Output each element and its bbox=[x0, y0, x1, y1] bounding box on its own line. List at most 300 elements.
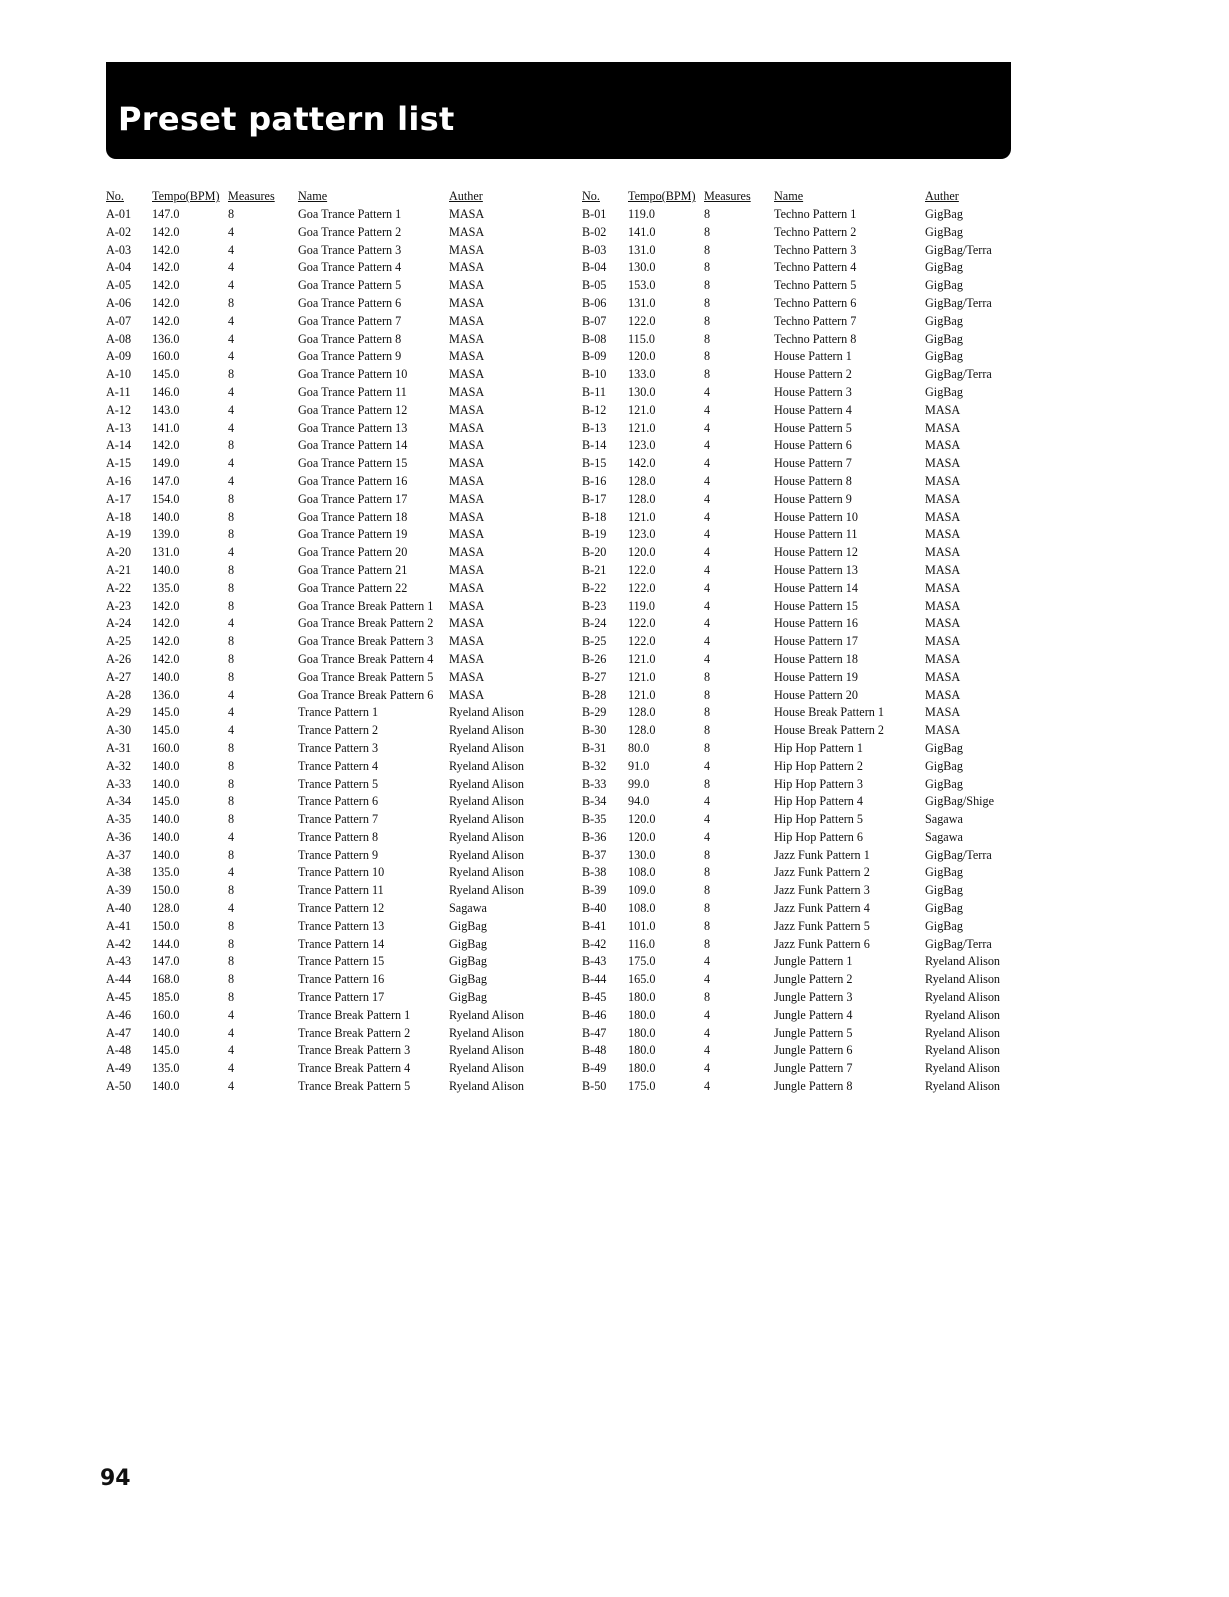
cell-name: Trance Pattern 4 bbox=[298, 758, 379, 773]
cell-auther: Ryeland Alison bbox=[449, 1061, 525, 1076]
table-row bbox=[582, 331, 1045, 349]
cell-tempo: 143.0 bbox=[152, 402, 180, 417]
cell-no: B-18 bbox=[582, 509, 607, 524]
cell-tempo: 133.0 bbox=[628, 367, 656, 382]
cell-name: Jungle Pattern 3 bbox=[774, 990, 853, 1005]
cell-tempo: 130.0 bbox=[628, 260, 656, 275]
column-header-tempo: Tempo(BPM) bbox=[152, 189, 220, 203]
cell-tempo: 153.0 bbox=[628, 278, 656, 293]
cell-no: B-32 bbox=[582, 758, 607, 773]
cell-measures: 4 bbox=[228, 687, 235, 702]
table-row bbox=[106, 580, 569, 598]
cell-tempo: 108.0 bbox=[628, 901, 656, 916]
cell-name: Hip Hop Pattern 4 bbox=[774, 794, 864, 809]
cell-tempo: 142.0 bbox=[152, 438, 180, 453]
cell-name: House Pattern 20 bbox=[774, 687, 858, 702]
cell-auther: GigBag bbox=[925, 349, 963, 364]
cell-tempo: 150.0 bbox=[152, 918, 180, 933]
cell-tempo: 128.0 bbox=[628, 705, 656, 720]
table-row bbox=[582, 473, 1045, 491]
cell-measures: 8 bbox=[228, 776, 235, 791]
cell-auther: GigBag bbox=[449, 954, 487, 969]
cell-tempo: 142.0 bbox=[152, 616, 180, 631]
cell-auther: GigBag/Terra bbox=[925, 847, 992, 862]
table-row bbox=[106, 1078, 569, 1096]
cell-name: House Pattern 16 bbox=[774, 616, 858, 631]
cell-name: Trance Break Pattern 5 bbox=[298, 1079, 411, 1094]
cell-name: Jungle Pattern 7 bbox=[774, 1061, 853, 1076]
cell-name: Goa Trance Pattern 10 bbox=[298, 367, 408, 382]
cell-name: Techno Pattern 2 bbox=[774, 224, 857, 239]
cell-measures: 4 bbox=[704, 598, 711, 613]
table-row bbox=[582, 295, 1045, 313]
cell-auther: GigBag bbox=[449, 990, 487, 1005]
cell-measures: 4 bbox=[704, 829, 711, 844]
cell-tempo: 141.0 bbox=[628, 224, 656, 239]
cell-measures: 4 bbox=[228, 616, 235, 631]
cell-auther: MASA bbox=[449, 634, 485, 649]
table-row bbox=[582, 758, 1045, 776]
cell-no: A-16 bbox=[106, 473, 132, 488]
table-row bbox=[106, 704, 569, 722]
table-row bbox=[582, 1078, 1045, 1096]
cell-name: Goa Trance Pattern 19 bbox=[298, 527, 408, 542]
cell-no: B-22 bbox=[582, 580, 607, 595]
pattern-table-b bbox=[582, 188, 1045, 1096]
cell-no: B-13 bbox=[582, 420, 607, 435]
cell-auther: MASA bbox=[449, 438, 485, 453]
cell-auther: GigBag bbox=[925, 260, 963, 275]
cell-measures: 8 bbox=[704, 723, 711, 738]
cell-name: Trance Break Pattern 4 bbox=[298, 1061, 411, 1076]
cell-measures: 4 bbox=[228, 473, 235, 488]
cell-auther: Ryeland Alison bbox=[449, 794, 525, 809]
table-row bbox=[582, 847, 1045, 865]
cell-tempo: 121.0 bbox=[628, 687, 656, 702]
cell-auther: MASA bbox=[925, 723, 961, 738]
cell-name: Techno Pattern 3 bbox=[774, 242, 857, 257]
cell-no: B-33 bbox=[582, 776, 607, 791]
cell-name: Hip Hop Pattern 3 bbox=[774, 776, 864, 791]
cell-tempo: 119.0 bbox=[628, 598, 655, 613]
cell-name: Jazz Funk Pattern 4 bbox=[774, 901, 870, 916]
cell-tempo: 131.0 bbox=[152, 545, 180, 560]
cell-tempo: 131.0 bbox=[628, 295, 656, 310]
cell-name: House Pattern 6 bbox=[774, 438, 852, 453]
cell-no: B-10 bbox=[582, 367, 607, 382]
cell-no: B-31 bbox=[582, 740, 607, 755]
cell-name: Goa Trance Pattern 4 bbox=[298, 260, 402, 275]
cell-measures: 8 bbox=[228, 918, 235, 933]
table-row bbox=[106, 633, 569, 651]
cell-measures: 8 bbox=[228, 954, 235, 969]
table-row bbox=[106, 1060, 569, 1078]
cell-tempo: 140.0 bbox=[152, 509, 180, 524]
cell-measures: 8 bbox=[228, 295, 235, 310]
cell-no: A-50 bbox=[106, 1079, 132, 1094]
cell-no: B-02 bbox=[582, 224, 607, 239]
cell-measures: 4 bbox=[228, 901, 235, 916]
cell-measures: 8 bbox=[228, 438, 235, 453]
cell-tempo: 128.0 bbox=[628, 473, 656, 488]
table-row bbox=[582, 633, 1045, 651]
cell-tempo: 123.0 bbox=[628, 438, 656, 453]
cell-tempo: 136.0 bbox=[152, 331, 180, 346]
cell-auther: GigBag/Shige bbox=[925, 794, 995, 809]
cell-name: House Pattern 13 bbox=[774, 562, 858, 577]
cell-measures: 8 bbox=[704, 687, 711, 702]
cell-name: House Pattern 17 bbox=[774, 634, 858, 649]
cell-auther: Sagawa bbox=[449, 901, 487, 916]
cell-no: B-07 bbox=[582, 313, 607, 328]
cell-auther: MASA bbox=[449, 580, 485, 595]
table-row bbox=[106, 1042, 569, 1060]
cell-name: Jungle Pattern 6 bbox=[774, 1043, 853, 1058]
cell-measures: 4 bbox=[228, 224, 235, 239]
table-row bbox=[106, 402, 569, 420]
table-row bbox=[582, 224, 1045, 242]
cell-no: B-24 bbox=[582, 616, 607, 631]
column-header-no: No. bbox=[582, 189, 600, 203]
table-row bbox=[582, 562, 1045, 580]
cell-no: A-43 bbox=[106, 954, 132, 969]
cell-no: A-24 bbox=[106, 616, 132, 631]
cell-measures: 8 bbox=[704, 740, 711, 755]
cell-name: Goa Trance Pattern 7 bbox=[298, 313, 402, 328]
cell-name: Jazz Funk Pattern 3 bbox=[774, 883, 870, 898]
cell-no: A-48 bbox=[106, 1043, 132, 1058]
table-row bbox=[106, 331, 569, 349]
cell-auther: GigBag bbox=[925, 331, 963, 346]
cell-name: Goa Trance Pattern 16 bbox=[298, 473, 408, 488]
cell-tempo: 123.0 bbox=[628, 527, 656, 542]
cell-no: A-13 bbox=[106, 420, 132, 435]
cell-measures: 8 bbox=[704, 278, 711, 293]
table-row bbox=[106, 242, 569, 260]
cell-name: Hip Hop Pattern 5 bbox=[774, 812, 864, 827]
table-row bbox=[582, 776, 1045, 794]
cell-no: A-20 bbox=[106, 545, 132, 560]
cell-no: A-46 bbox=[106, 1007, 132, 1022]
cell-tempo: 150.0 bbox=[152, 883, 180, 898]
cell-no: A-11 bbox=[106, 384, 131, 399]
cell-auther: Ryeland Alison bbox=[925, 990, 1001, 1005]
cell-name: Trance Break Pattern 3 bbox=[298, 1043, 411, 1058]
cell-no: B-41 bbox=[582, 918, 607, 933]
table-row bbox=[582, 1007, 1045, 1025]
cell-no: B-11 bbox=[582, 384, 606, 399]
table-row bbox=[106, 651, 569, 669]
cell-no: B-14 bbox=[582, 438, 607, 453]
cell-no: A-45 bbox=[106, 990, 132, 1005]
table-row bbox=[106, 793, 569, 811]
cell-no: B-35 bbox=[582, 812, 607, 827]
table-row bbox=[582, 437, 1045, 455]
table-row bbox=[106, 722, 569, 740]
table-row bbox=[106, 953, 569, 971]
cell-tempo: 142.0 bbox=[152, 295, 180, 310]
cell-no: B-15 bbox=[582, 456, 607, 471]
cell-auther: GigBag bbox=[925, 207, 963, 221]
cell-auther: Ryeland Alison bbox=[449, 758, 525, 773]
cell-no: A-33 bbox=[106, 776, 132, 791]
cell-auther: GigBag bbox=[925, 901, 963, 916]
cell-tempo: 142.0 bbox=[152, 260, 180, 275]
cell-name: Jazz Funk Pattern 2 bbox=[774, 865, 870, 880]
cell-measures: 4 bbox=[228, 1025, 235, 1040]
cell-name: Trance Pattern 2 bbox=[298, 723, 379, 738]
table-row bbox=[582, 864, 1045, 882]
cell-no: B-49 bbox=[582, 1061, 607, 1076]
cell-auther: MASA bbox=[449, 687, 485, 702]
cell-no: A-12 bbox=[106, 402, 132, 417]
cell-measures: 8 bbox=[704, 883, 711, 898]
cell-measures: 4 bbox=[704, 527, 711, 542]
cell-no: B-48 bbox=[582, 1043, 607, 1058]
cell-measures: 4 bbox=[228, 865, 235, 880]
cell-measures: 8 bbox=[704, 207, 711, 221]
table-row bbox=[582, 793, 1045, 811]
cell-no: B-21 bbox=[582, 562, 607, 577]
cell-name: Goa Trance Pattern 9 bbox=[298, 349, 402, 364]
cell-measures: 8 bbox=[704, 331, 711, 346]
cell-tempo: 122.0 bbox=[628, 562, 656, 577]
cell-measures: 4 bbox=[228, 1043, 235, 1058]
cell-auther: MASA bbox=[925, 473, 961, 488]
cell-name: Hip Hop Pattern 2 bbox=[774, 758, 864, 773]
cell-measures: 8 bbox=[228, 634, 235, 649]
cell-name: Trance Pattern 11 bbox=[298, 883, 384, 898]
cell-measures: 4 bbox=[228, 545, 235, 560]
table-row bbox=[582, 420, 1045, 438]
table-row bbox=[582, 598, 1045, 616]
cell-name: Trance Break Pattern 2 bbox=[298, 1025, 411, 1040]
cell-no: B-09 bbox=[582, 349, 607, 364]
cell-tempo: 145.0 bbox=[152, 723, 180, 738]
cell-no: B-34 bbox=[582, 794, 607, 809]
cell-no: B-25 bbox=[582, 634, 607, 649]
table-row bbox=[582, 455, 1045, 473]
cell-measures: 8 bbox=[228, 669, 235, 684]
cell-auther: MASA bbox=[449, 616, 485, 631]
cell-measures: 8 bbox=[704, 776, 711, 791]
cell-no: A-27 bbox=[106, 669, 132, 684]
cell-auther: GigBag bbox=[925, 313, 963, 328]
cell-measures: 4 bbox=[704, 972, 711, 987]
cell-tempo: 168.0 bbox=[152, 972, 180, 987]
cell-no: B-23 bbox=[582, 598, 607, 613]
cell-no: A-21 bbox=[106, 562, 132, 577]
cell-tempo: 147.0 bbox=[152, 473, 180, 488]
cell-no: A-09 bbox=[106, 349, 132, 364]
cell-no: A-31 bbox=[106, 740, 132, 755]
cell-name: Jungle Pattern 1 bbox=[774, 954, 853, 969]
cell-measures: 4 bbox=[704, 438, 711, 453]
cell-measures: 4 bbox=[704, 420, 711, 435]
table-row bbox=[106, 526, 569, 544]
page-title: Preset pattern list bbox=[118, 100, 455, 138]
cell-auther: Ryeland Alison bbox=[449, 1043, 525, 1058]
table-row bbox=[582, 900, 1045, 918]
cell-name: Trance Pattern 8 bbox=[298, 829, 379, 844]
cell-no: A-23 bbox=[106, 598, 132, 613]
cell-tempo: 175.0 bbox=[628, 1079, 656, 1094]
cell-name: Techno Pattern 4 bbox=[774, 260, 857, 275]
cell-measures: 4 bbox=[228, 1007, 235, 1022]
cell-measures: 8 bbox=[704, 224, 711, 239]
table-header-row bbox=[582, 188, 1045, 206]
cell-measures: 8 bbox=[228, 207, 235, 221]
cell-auther: MASA bbox=[925, 562, 961, 577]
cell-auther: GigBag/Terra bbox=[925, 295, 992, 310]
cell-no: A-06 bbox=[106, 295, 132, 310]
cell-no: B-45 bbox=[582, 990, 607, 1005]
table-row bbox=[106, 615, 569, 633]
cell-no: A-08 bbox=[106, 331, 132, 346]
table-row bbox=[106, 669, 569, 687]
table-row bbox=[106, 882, 569, 900]
cell-auther: GigBag bbox=[925, 758, 963, 773]
table-row bbox=[582, 722, 1045, 740]
cell-tempo: 142.0 bbox=[152, 313, 180, 328]
cell-tempo: 80.0 bbox=[628, 740, 650, 755]
cell-no: A-49 bbox=[106, 1061, 132, 1076]
cell-measures: 8 bbox=[704, 242, 711, 257]
table-row bbox=[106, 259, 569, 277]
cell-name: Goa Trance Break Pattern 2 bbox=[298, 616, 434, 631]
table-row bbox=[106, 740, 569, 758]
cell-auther: MASA bbox=[449, 260, 485, 275]
cell-measures: 4 bbox=[704, 402, 711, 417]
cell-auther: Ryeland Alison bbox=[925, 1043, 1001, 1058]
cell-measures: 4 bbox=[228, 402, 235, 417]
cell-name: Jungle Pattern 2 bbox=[774, 972, 853, 987]
table-row bbox=[106, 224, 569, 242]
cell-name: Jazz Funk Pattern 1 bbox=[774, 847, 870, 862]
cell-auther: MASA bbox=[449, 278, 485, 293]
cell-no: A-34 bbox=[106, 794, 132, 809]
cell-tempo: 115.0 bbox=[628, 331, 655, 346]
cell-measures: 8 bbox=[704, 918, 711, 933]
cell-no: B-17 bbox=[582, 491, 607, 506]
table-row bbox=[106, 277, 569, 295]
cell-name: House Pattern 5 bbox=[774, 420, 852, 435]
table-row bbox=[582, 615, 1045, 633]
cell-no: A-28 bbox=[106, 687, 132, 702]
cell-auther: GigBag bbox=[925, 865, 963, 880]
cell-auther: Ryeland Alison bbox=[449, 1007, 525, 1022]
cell-auther: MASA bbox=[925, 527, 961, 542]
table-row bbox=[106, 776, 569, 794]
cell-measures: 4 bbox=[704, 954, 711, 969]
table-row bbox=[582, 509, 1045, 527]
cell-measures: 8 bbox=[228, 812, 235, 827]
table-row bbox=[106, 366, 569, 384]
cell-measures: 8 bbox=[228, 972, 235, 987]
cell-no: B-46 bbox=[582, 1007, 607, 1022]
cell-name: Trance Pattern 12 bbox=[298, 901, 385, 916]
cell-name: House Pattern 8 bbox=[774, 473, 852, 488]
cell-name: Techno Pattern 1 bbox=[774, 207, 857, 221]
cell-name: Goa Trance Break Pattern 4 bbox=[298, 651, 434, 666]
cell-no: B-28 bbox=[582, 687, 607, 702]
cell-no: B-19 bbox=[582, 527, 607, 542]
cell-auther: MASA bbox=[449, 456, 485, 471]
cell-no: B-12 bbox=[582, 402, 607, 417]
table-row bbox=[106, 348, 569, 366]
cell-no: A-26 bbox=[106, 651, 132, 666]
cell-name: Goa Trance Pattern 3 bbox=[298, 242, 402, 257]
cell-no: A-17 bbox=[106, 491, 132, 506]
cell-auther: MASA bbox=[449, 402, 485, 417]
cell-name: Goa Trance Pattern 5 bbox=[298, 278, 402, 293]
cell-auther: MASA bbox=[449, 598, 485, 613]
cell-name: Goa Trance Pattern 17 bbox=[298, 491, 408, 506]
cell-name: House Pattern 14 bbox=[774, 580, 858, 595]
cell-auther: MASA bbox=[449, 295, 485, 310]
cell-tempo: 122.0 bbox=[628, 313, 656, 328]
table-row bbox=[582, 811, 1045, 829]
cell-measures: 4 bbox=[704, 634, 711, 649]
cell-name: Trance Pattern 6 bbox=[298, 794, 379, 809]
cell-auther: MASA bbox=[449, 420, 485, 435]
table-row bbox=[106, 598, 569, 616]
cell-no: A-41 bbox=[106, 918, 132, 933]
table-row bbox=[582, 366, 1045, 384]
cell-no: B-16 bbox=[582, 473, 607, 488]
table-row bbox=[106, 437, 569, 455]
cell-tempo: 141.0 bbox=[152, 420, 180, 435]
cell-no: A-29 bbox=[106, 705, 132, 720]
cell-measures: 4 bbox=[704, 473, 711, 488]
cell-auther: MASA bbox=[925, 634, 961, 649]
cell-tempo: 147.0 bbox=[152, 954, 180, 969]
cell-tempo: 121.0 bbox=[628, 509, 656, 524]
cell-no: B-42 bbox=[582, 936, 607, 951]
cell-name: House Pattern 4 bbox=[774, 402, 852, 417]
cell-measures: 4 bbox=[228, 1061, 235, 1076]
cell-name: House Pattern 10 bbox=[774, 509, 858, 524]
cell-tempo: 122.0 bbox=[628, 580, 656, 595]
cell-measures: 8 bbox=[228, 740, 235, 755]
table-header-row bbox=[106, 188, 569, 206]
cell-auther: Ryeland Alison bbox=[925, 1007, 1001, 1022]
cell-auther: Ryeland Alison bbox=[925, 1079, 1001, 1094]
cell-auther: Ryeland Alison bbox=[449, 1025, 525, 1040]
cell-name: Goa Trance Pattern 2 bbox=[298, 224, 402, 239]
cell-name: Goa Trance Break Pattern 3 bbox=[298, 634, 434, 649]
cell-measures: 8 bbox=[228, 883, 235, 898]
cell-name: House Pattern 12 bbox=[774, 545, 858, 560]
cell-tempo: 160.0 bbox=[152, 349, 180, 364]
cell-tempo: 128.0 bbox=[628, 723, 656, 738]
cell-auther: GigBag/Terra bbox=[925, 242, 992, 257]
cell-auther: MASA bbox=[449, 207, 485, 221]
cell-no: A-03 bbox=[106, 242, 132, 257]
cell-measures: 4 bbox=[228, 331, 235, 346]
cell-measures: 4 bbox=[704, 384, 711, 399]
cell-auther: MASA bbox=[449, 331, 485, 346]
cell-measures: 4 bbox=[228, 1079, 235, 1094]
table-row bbox=[106, 971, 569, 989]
table-row bbox=[582, 384, 1045, 402]
cell-name: Techno Pattern 6 bbox=[774, 295, 857, 310]
cell-measures: 4 bbox=[704, 758, 711, 773]
table-row bbox=[582, 259, 1045, 277]
cell-name: House Pattern 9 bbox=[774, 491, 852, 506]
cell-no: B-50 bbox=[582, 1079, 607, 1094]
cell-measures: 4 bbox=[228, 456, 235, 471]
